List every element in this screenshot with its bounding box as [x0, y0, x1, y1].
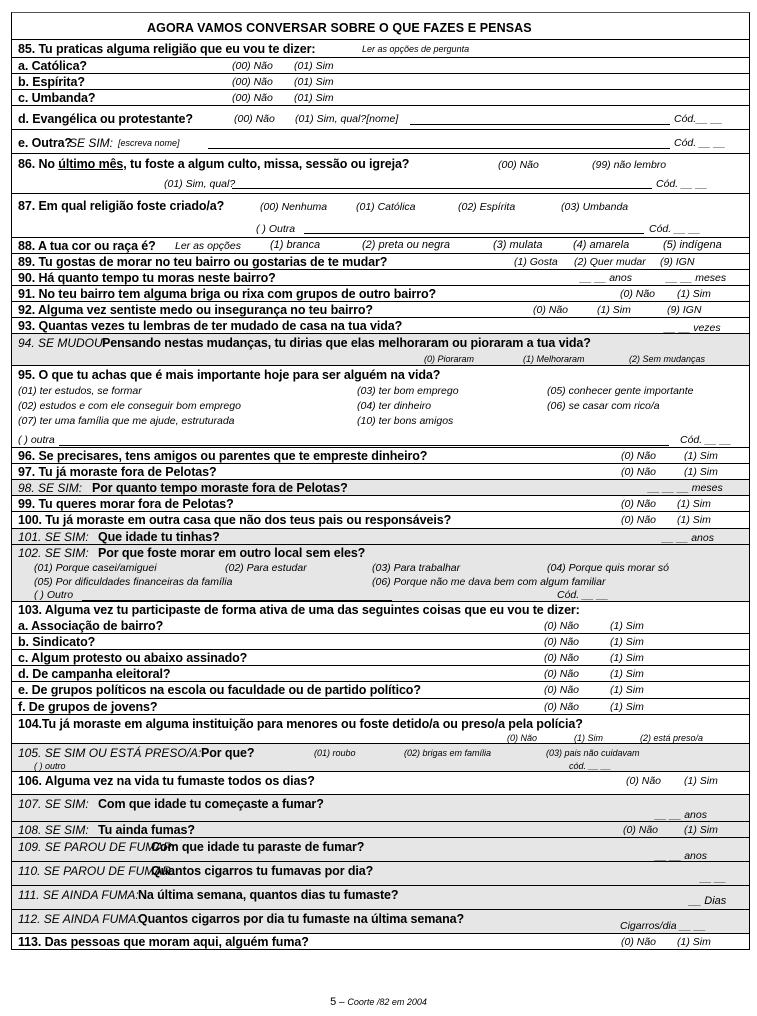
condition: 112. SE AINDA FUMA:	[18, 912, 140, 926]
question-label: Tu ainda fumas?	[98, 823, 195, 837]
question-88	[12, 238, 749, 254]
question-87	[12, 194, 749, 238]
item-label: e. De grupos políticos na escola ou faculdade ou de partido político?	[18, 683, 421, 697]
question-85a	[12, 58, 749, 74]
instruction: Ler as opções de pergunta	[362, 44, 470, 54]
option-no[interactable]: (00) Não	[232, 60, 273, 72]
condition: 109. SE PAROU DE FUMAR:	[18, 840, 176, 854]
page-footer	[0, 996, 757, 1008]
code-field[interactable]: Cód. __ __	[557, 589, 609, 601]
option[interactable]: (02) Para estudar	[225, 562, 307, 574]
option-yes[interactable]: (1) Sim	[684, 775, 718, 787]
age-field[interactable]: __ __ anos	[655, 850, 707, 862]
option-yes[interactable]: (1) Sim	[610, 652, 644, 664]
option[interactable]: (01) Porque casei/amiguei	[34, 562, 157, 574]
instruction: Ler as opções	[175, 240, 241, 252]
item-label: a. Católica?	[18, 59, 87, 73]
question-label: 85. Tu praticas alguma religião que eu vou te dizer:	[18, 42, 316, 56]
question-112	[12, 910, 749, 934]
question-113	[12, 934, 749, 950]
question-97	[12, 464, 749, 480]
question-label: 88. A tua cor ou raça é?	[18, 239, 156, 253]
option-no[interactable]: (00) Não	[234, 113, 275, 125]
option[interactable]: (02) Espírita	[458, 201, 516, 213]
item-label: d. Evangélica ou protestante?	[18, 112, 193, 126]
item-label: b. Sindicato?	[18, 635, 96, 649]
question-85d	[12, 106, 749, 130]
question-label: Que idade tu tinhas?	[98, 530, 220, 544]
option-ign[interactable]: (9) IGN	[667, 304, 702, 316]
option[interactable]: (00) Nenhuma	[260, 201, 328, 213]
option-other[interactable]: ( ) Outro	[34, 589, 74, 601]
item-label: f. De grupos de jovens?	[18, 700, 158, 714]
option-yes[interactable]: (1) Sim	[610, 636, 644, 648]
option[interactable]: (9) IGN	[660, 256, 695, 268]
option-no[interactable]: (00) Não	[232, 76, 273, 88]
question-label: 92. Alguma vez sentiste medo ou insegurança no teu bairro?	[18, 303, 373, 317]
question-103e	[12, 682, 749, 699]
option-no[interactable]: (0) Não	[544, 668, 580, 680]
option-other[interactable]: ( ) outra	[18, 434, 55, 446]
question-label: Quantos cigarros tu fumavas por dia?	[151, 864, 374, 878]
condition: SE SIM:	[69, 136, 114, 150]
question-93	[12, 318, 749, 334]
option-yes[interactable]: (1) Sim	[684, 466, 718, 478]
condition: 105. SE SIM OU ESTÁ PRESO/A:	[18, 746, 202, 760]
option-no[interactable]: (0) Não	[621, 514, 657, 526]
question-85b	[12, 74, 749, 90]
cigarettes-per-day-field[interactable]: Cigarros/dia __ __	[620, 920, 706, 932]
option-no[interactable]: (00) Não	[232, 92, 273, 104]
question-label: 87. Em qual religião foste criado/a?	[18, 199, 225, 213]
question-105	[12, 744, 749, 772]
option[interactable]: (1) Gosta	[514, 256, 558, 268]
option-no[interactable]: (0) Não	[623, 824, 659, 836]
question-label: Com que idade tu paraste de fumar?	[151, 840, 365, 854]
question-85	[12, 40, 749, 58]
option[interactable]: (03) ter bom emprego	[357, 385, 459, 397]
question-91	[12, 286, 749, 302]
option-other[interactable]: ( ) Outra	[256, 223, 296, 235]
count-field[interactable]: __ __ vezes	[664, 322, 721, 334]
option[interactable]: (06) se casar com rico/a	[547, 400, 660, 412]
option-no[interactable]: (0) Não	[621, 936, 657, 948]
answer-line[interactable]	[304, 233, 644, 234]
days-field[interactable]: __ Dias	[689, 895, 727, 907]
question-label: 91. No teu bairro tem alguma briga ou rixa com grupos de outro bairro?	[18, 287, 437, 301]
question-102	[12, 545, 749, 602]
condition: 101. SE SIM:	[18, 530, 89, 544]
option[interactable]: (05) conhecer gente importante	[547, 385, 694, 397]
option-yes[interactable]: (1) Sim	[684, 450, 718, 462]
option[interactable]: (03) Umbanda	[561, 201, 629, 213]
option-yes[interactable]: (1) Sim	[610, 668, 644, 680]
item-label: d. De campanha eleitoral?	[18, 667, 171, 681]
question-109	[12, 838, 749, 862]
option-yes[interactable]: (1) Sim	[677, 288, 711, 300]
option[interactable]: (03) pais não cuidavam	[546, 748, 640, 758]
code-field[interactable]: Cód.__ __	[674, 113, 723, 125]
question-label: 113. Das pessoas que moram aqui, alguém fuma?	[18, 935, 309, 949]
question-85c	[12, 90, 749, 106]
question-103f	[12, 699, 749, 715]
footer-text: Coorte /82 em 2004	[347, 997, 427, 1007]
option-no[interactable]: (00) Não	[498, 159, 539, 171]
condition: 111. SE AINDA FUMA:	[18, 888, 139, 902]
option-yes[interactable]: (01) Sim, qual?[nome]	[295, 113, 399, 125]
months-field[interactable]: __ __ meses	[666, 272, 727, 284]
option-yes[interactable]: (1) Sim	[610, 684, 644, 696]
option[interactable]: (2) Sem mudanças	[629, 354, 706, 364]
option-yes[interactable]: (1) Sim	[610, 701, 644, 713]
code-field[interactable]: cód. __ __	[569, 761, 612, 771]
question-label: 99. Tu queres morar fora de Pelotas?	[18, 497, 234, 511]
question-94	[12, 334, 749, 366]
option-no[interactable]: (0) Não	[544, 636, 580, 648]
question-103b	[12, 634, 749, 650]
option[interactable]: (1) Melhoraram	[523, 354, 585, 364]
condition: 107. SE SIM:	[18, 797, 89, 811]
footer-separator: –	[336, 997, 348, 1008]
option[interactable]: (02) estudos e com ele conseguir bom emprego	[18, 400, 241, 412]
answer-line[interactable]	[232, 188, 652, 189]
question-label: 103. Alguma vez tu participaste de forma ativa de uma das seguintes coisas que eu vou te dizer:	[18, 603, 580, 617]
option-other[interactable]: ( ) outro	[34, 761, 66, 771]
option[interactable]: (1) branca	[270, 239, 321, 251]
question-103d	[12, 666, 749, 682]
option-yes[interactable]: (1) Sim	[597, 304, 631, 316]
question-110	[12, 862, 749, 886]
question-90	[12, 270, 749, 286]
code-field[interactable]: Cód. __ __	[680, 434, 732, 446]
option[interactable]: (2) preta ou negra	[362, 239, 451, 251]
item-label: e. Outra?	[18, 136, 72, 150]
option-yes[interactable]: (1) Sim	[677, 936, 711, 948]
option[interactable]: (02) brigas em família	[404, 748, 492, 758]
question-label: 104.Tu já moraste em alguma instituição para menores ou foste detido/a ou preso/a pela polícia?	[18, 717, 583, 731]
section-title: AGORA VAMOS CONVERSAR SOBRE O QUE FAZES E PENSAS	[147, 21, 532, 35]
question-107	[12, 795, 749, 822]
option-no[interactable]: (0) Não	[544, 701, 580, 713]
question-100	[12, 512, 749, 529]
option[interactable]: (04) Porque quis morar só	[547, 562, 669, 574]
question-98	[12, 480, 749, 496]
code-field[interactable]: Cód. __ __	[649, 223, 701, 235]
option-yes[interactable]: (1) Sim	[574, 733, 603, 743]
answer-line[interactable]	[82, 600, 392, 601]
option-yes[interactable]: (1) Sim	[610, 620, 644, 632]
option-yes[interactable]: (01) Sim	[294, 76, 334, 88]
option[interactable]: (06) Porque não me dava bem com algum familiar	[372, 576, 606, 588]
option-no[interactable]: (0) Não	[626, 775, 662, 787]
condition: 98. SE SIM:	[18, 481, 83, 495]
question-108	[12, 822, 749, 838]
option-no[interactable]: (0) Não	[533, 304, 569, 316]
answer-line[interactable]	[410, 124, 670, 125]
age-field[interactable]: __ __ anos	[655, 809, 707, 821]
question-label: 97. Tu já moraste fora de Pelotas?	[18, 465, 217, 479]
question-label: 95. O que tu achas que é mais importante hoje para ser alguém na vida?	[18, 368, 441, 382]
question-104	[12, 715, 749, 744]
item-label: c. Umbanda?	[18, 91, 96, 105]
age-field[interactable]: __ __ anos	[662, 532, 714, 544]
question-label: Com que idade tu começaste a fumar?	[98, 797, 324, 811]
question-85e	[12, 130, 749, 154]
question-label: 96. Se precisares, tens amigos ou parentes que te empreste dinheiro?	[18, 449, 428, 463]
option-no[interactable]: (0) Não	[620, 288, 656, 300]
option-yes[interactable]: (01) Sim	[294, 60, 334, 72]
option[interactable]: (01) ter estudos, se formar	[18, 385, 142, 397]
page-number: 5	[330, 996, 337, 1008]
item-label: a. Associação de bairro?	[18, 619, 164, 633]
condition: 108. SE SIM:	[18, 823, 89, 837]
option-yes[interactable]: (01) Sim, qual?	[164, 178, 236, 190]
question-label: Por que foste morar em outro local sem eles?	[98, 546, 366, 560]
option[interactable]: (03) Para trabalhar	[372, 562, 461, 574]
option-yes[interactable]: (1) Sim	[677, 514, 711, 526]
option-no[interactable]: (0) Não	[621, 466, 657, 478]
months-field[interactable]: __ __ __ meses	[648, 482, 723, 494]
question-86	[12, 154, 749, 194]
questionnaire-form	[11, 12, 750, 950]
option[interactable]: (01) roubo	[314, 748, 356, 758]
condition: 102. SE SIM:	[18, 546, 89, 560]
question-111	[12, 886, 749, 910]
answer-line[interactable]	[208, 148, 670, 149]
condition: 94. SE MUDOU:	[18, 336, 107, 350]
question-95	[12, 366, 749, 448]
question-label: 89. Tu gostas de morar no teu bairro ou gostarias de te mudar?	[18, 255, 388, 269]
option-yes[interactable]: (1) Sim	[677, 498, 711, 510]
question-label: 86. No último mês, tu foste a algum culto, missa, sessão ou igreja?	[18, 157, 410, 171]
question-label: 90. Há quanto tempo tu moras neste bairro?	[18, 271, 276, 285]
years-field[interactable]: __ __ anos	[580, 272, 632, 284]
question-label: 93. Quantas vezes tu lembras de ter mudado de casa na tua vida?	[18, 319, 403, 333]
option[interactable]: (5) indígena	[663, 239, 722, 251]
question-89	[12, 254, 749, 270]
condition: 110. SE PAROU DE FUMAR:	[18, 864, 175, 878]
option[interactable]: (0) Pioraram	[424, 354, 475, 364]
option-yes[interactable]: (1) Sim	[684, 824, 718, 836]
question-label: Por quanto tempo moraste fora de Pelotas?	[92, 481, 348, 495]
option-arrested[interactable]: (2) está preso/a	[640, 733, 704, 743]
question-103a	[12, 618, 749, 634]
option-no[interactable]: (0) Não	[544, 652, 580, 664]
question-99	[12, 496, 749, 512]
question-label: 100. Tu já moraste em outra casa que não dos teus pais ou responsáveis?	[18, 513, 452, 527]
option-no[interactable]: (0) Não	[507, 733, 538, 743]
question-103	[12, 602, 749, 618]
option-no[interactable]: (0) Não	[621, 450, 657, 462]
question-label: Quantos cigarros por dia tu fumaste na última semana?	[138, 912, 465, 926]
question-label: Na última semana, quantos dias tu fumaste?	[138, 888, 399, 902]
option-no[interactable]: (0) Não	[621, 498, 657, 510]
option[interactable]: (04) ter dinheiro	[357, 400, 432, 412]
option-dont-remember[interactable]: (99) não lembro	[592, 159, 667, 171]
option[interactable]: (01) Católica	[356, 201, 416, 213]
answer-line[interactable]	[59, 445, 669, 446]
hint: [escreva nome]	[118, 138, 180, 148]
question-label: Por que?	[201, 746, 255, 760]
option[interactable]: (10) ter bons amigos	[357, 415, 454, 427]
option[interactable]: (2) Quer mudar	[574, 256, 646, 268]
option[interactable]: (4) amarela	[573, 239, 630, 251]
question-101	[12, 529, 749, 545]
code-field[interactable]: Cód. __ __	[674, 137, 726, 149]
option[interactable]: (3) mulata	[493, 239, 543, 251]
option[interactable]: (07) ter uma família que me ajude, estruturada	[18, 415, 235, 427]
question-label: 106. Alguma vez na vida tu fumaste todos os dias?	[18, 774, 315, 788]
item-label: c. Algum protesto ou abaixo assinado?	[18, 651, 248, 665]
code-field[interactable]: Cód. __ __	[656, 178, 708, 190]
option-no[interactable]: (0) Não	[544, 684, 580, 696]
question-103c	[12, 650, 749, 666]
question-label: Pensando nestas mudanças, tu dirias que elas melhoraram ou pioraram a tua vida?	[102, 336, 591, 350]
question-92	[12, 302, 749, 318]
option-no[interactable]: (0) Não	[544, 620, 580, 632]
section-header	[12, 13, 749, 40]
question-96	[12, 448, 749, 464]
option-yes[interactable]: (01) Sim	[294, 92, 334, 104]
cigarettes-field[interactable]: __ __	[700, 872, 727, 884]
item-label: b. Espírita?	[18, 75, 85, 89]
question-106	[12, 772, 749, 795]
option[interactable]: (05) Por dificuldades financeiras da família	[34, 576, 233, 588]
